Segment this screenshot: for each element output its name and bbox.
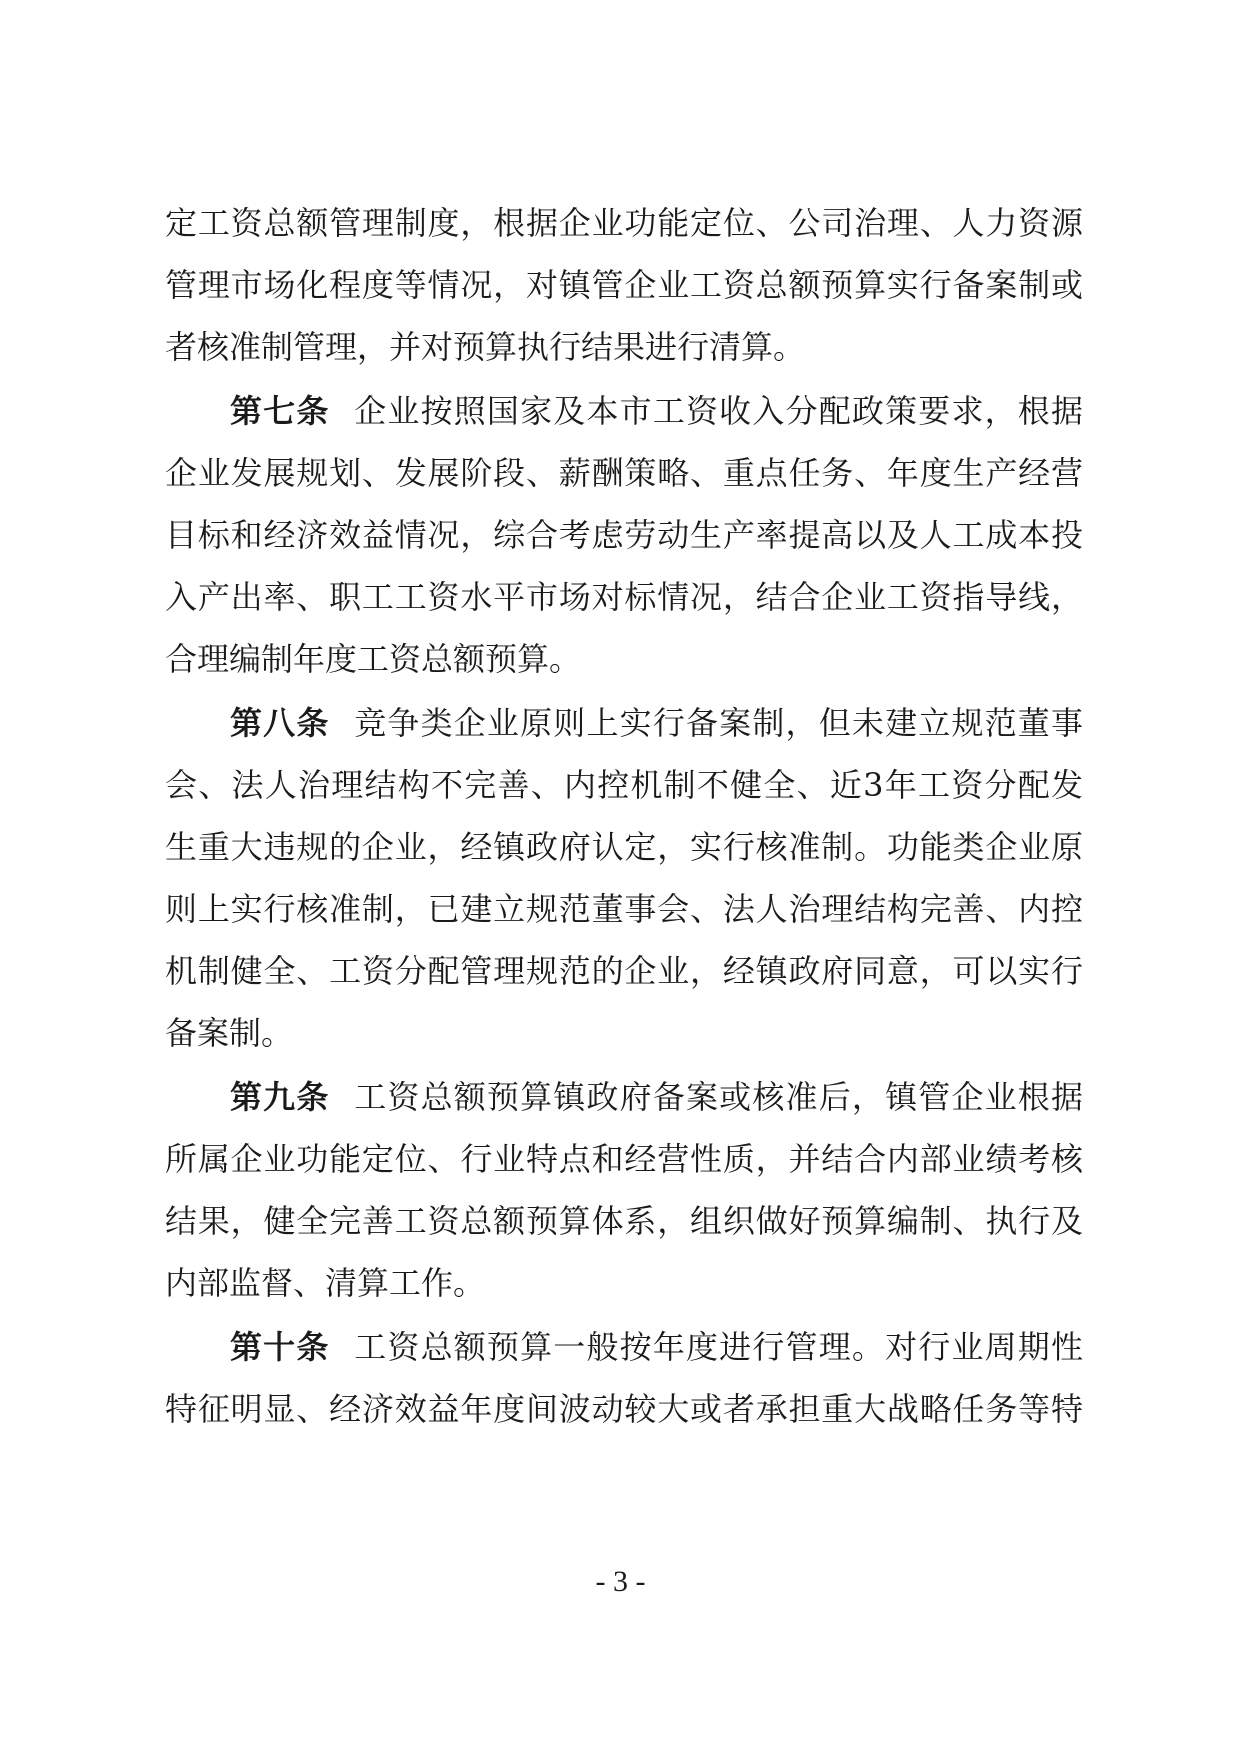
- text-line: 备案制。: [165, 1014, 294, 1052]
- page-number: - 3 -: [595, 1565, 646, 1598]
- text-line: 所属企业功能定位、行业特点和经营性质，并结合内部业绩考核: [165, 1140, 1083, 1178]
- article-8-label: 第八条: [230, 704, 330, 742]
- text-line: 生重大违规的企业，经镇政府认定，实行核准制。功能类企业原: [165, 828, 1083, 866]
- text-line: 特征明显、经济效益年度间波动较大或者承担重大战略任务等特: [165, 1390, 1083, 1428]
- article-10-label: 第十条: [230, 1328, 330, 1366]
- text-line: 定工资总额管理制度，根据企业功能定位、公司治理、人力资源: [165, 204, 1083, 242]
- text-line: 结果，健全完善工资总额预算体系，组织做好预算编制、执行及: [165, 1202, 1083, 1240]
- text-line: 会、法人治理结构不完善、内控机制不健全、近3年工资分配发: [165, 766, 1083, 804]
- article-9-label: 第九条: [230, 1078, 330, 1116]
- text-line: 则上实行核准制，已建立规范董事会、法人治理结构完善、内控: [165, 890, 1083, 928]
- article-7-label: 第七条: [230, 392, 330, 430]
- text-line: 者核准制管理，并对预算执行结果进行清算。: [165, 328, 806, 366]
- text-line: 企业发展规划、发展阶段、薪酬策略、重点任务、年度生产经营: [165, 454, 1083, 492]
- text-line: 机制健全、工资分配管理规范的企业，经镇政府同意，可以实行: [165, 952, 1083, 990]
- article-8-first-line: 第八条 竞争类企业原则上实行备案制，但未建立规范董事: [230, 704, 1083, 742]
- text-line: 合理编制年度工资总额预算。: [165, 640, 582, 678]
- text-line: 目标和经济效益情况，综合考虑劳动生产率提高以及人工成本投: [165, 516, 1083, 554]
- article-10-first-line: 第十条 工资总额预算一般按年度进行管理。对行业周期性: [230, 1328, 1083, 1366]
- text-line: 内部监督、清算工作。: [165, 1264, 486, 1302]
- article-9-first-line: 第九条 工资总额预算镇政府备案或核准后，镇管企业根据: [230, 1078, 1083, 1116]
- article-7-first-line: 第七条 企业按照国家及本市工资收入分配政策要求，根据: [230, 392, 1083, 430]
- text-line: 管理市场化程度等情况，对镇管企业工资总额预算实行备案制或: [165, 266, 1083, 304]
- text-line: 入产出率、职工工资水平市场对标情况，结合企业工资指导线，: [165, 578, 1083, 616]
